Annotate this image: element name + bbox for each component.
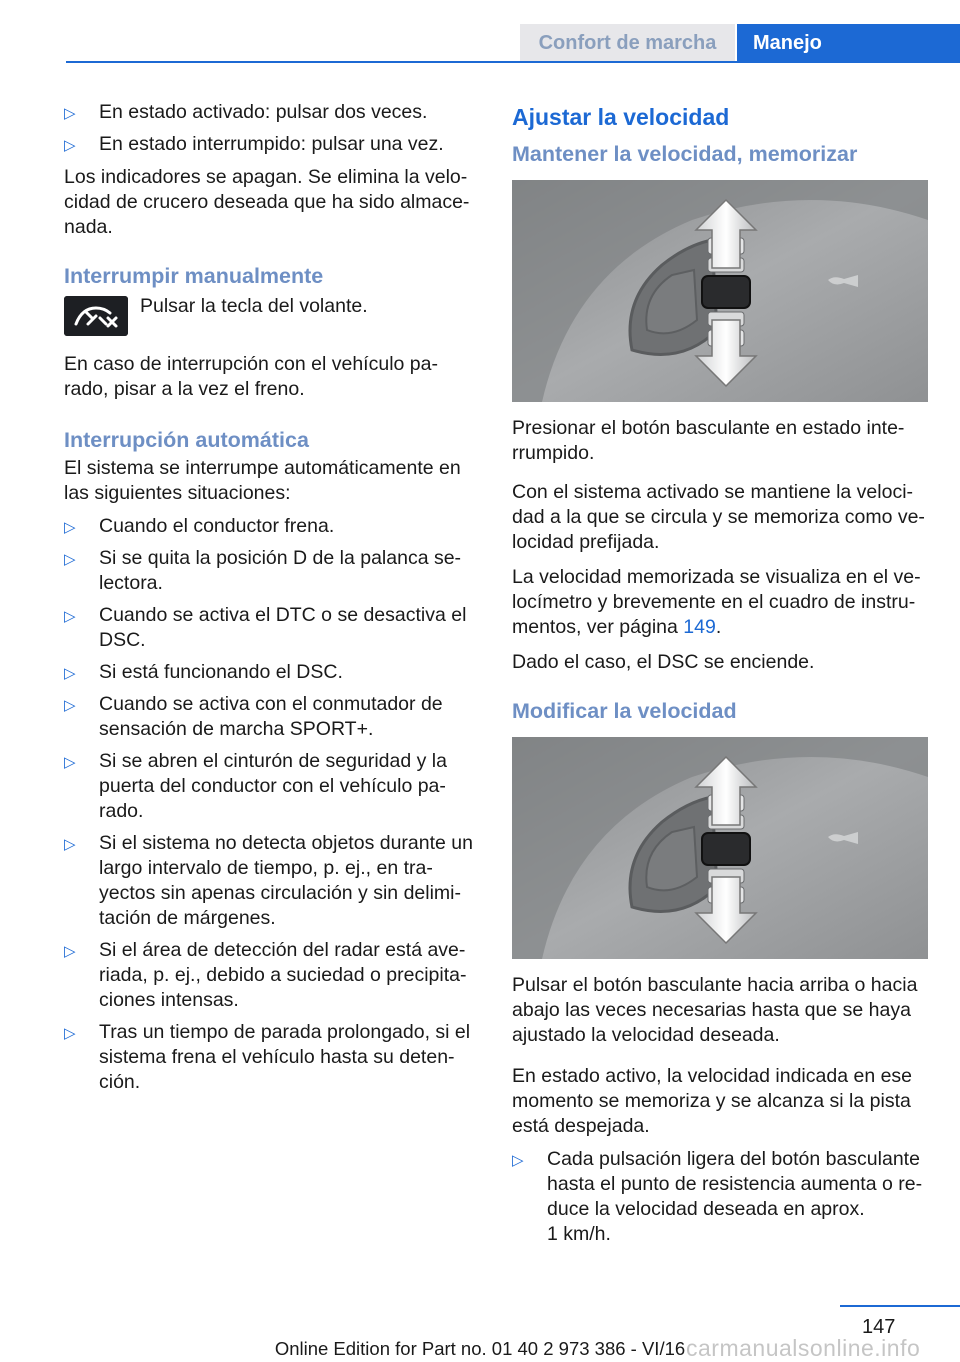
bullet-list-top — [64, 100, 476, 157]
heading-adjust-speed: Ajustar la velocidad — [512, 104, 730, 130]
bullet-list-tap — [512, 1147, 928, 1247]
watermark: carmanualsonline.info — [686, 1335, 921, 1361]
triangle-bullet-icon: ▷ — [64, 1025, 76, 1042]
edition-footer: Online Edition for Part no. 01 40 2 973 386 - VI/16 — [274, 1338, 686, 1359]
steering-wheel-rocker-photo-2 — [512, 737, 928, 959]
triangle-bullet-icon: ▷ — [64, 665, 76, 682]
chapter-tab[interactable]: Manejo — [737, 24, 960, 62]
header-rule — [66, 61, 960, 63]
paragraph-stopped: En caso de interrupción con el vehículo pa‐ rado, pisar a la vez el freno. — [64, 353, 438, 400]
triangle-bullet-icon: ▷ — [64, 105, 76, 122]
list-item: ▷ Cuando se activa con el conmutador de sensación de marcha SPORT+. — [64, 693, 443, 740]
manual-key-row — [64, 294, 476, 338]
triangle-bullet-icon: ▷ — [64, 754, 76, 771]
triangle-bullet-icon: ▷ — [64, 519, 76, 536]
heading-modify-speed: Modificar la velocidad — [512, 699, 737, 723]
list-item: ▷ En estado interrumpido: pulsar una vez. — [64, 132, 476, 157]
heading-auto-interrupt: Interrupción automática — [64, 428, 309, 452]
paragraph-active: Con el sistema activado se mantiene la veloci‐ dad a la que se circula y se memoriza como ve‐ locidad prefijada. — [512, 481, 925, 553]
footer-rule — [840, 1305, 960, 1307]
page-header — [0, 24, 960, 62]
page-reference-link[interactable]: 149 — [683, 616, 716, 638]
triangle-bullet-icon: ▷ — [64, 697, 76, 714]
list-item: ▷ En estado activado: pulsar dos veces. — [64, 100, 476, 125]
list-item: ▷ Cuando se activa el DTC o se desactiva el DSC. — [64, 604, 467, 651]
heading-manual-interrupt: Interrumpir manualmente — [64, 264, 324, 288]
list-item: ▷ Si el área de detección del radar está ave‐ riada, p. ej., debido a suciedad o precipita‐ ciones intensas. — [64, 939, 467, 1011]
heading-keep-speed: Mantener la velocidad, memorizar — [512, 142, 858, 166]
list-item: ▷ Cuando el conductor frena. — [64, 514, 476, 539]
manual-key-text: Pulsar la tecla del volante. — [140, 295, 368, 317]
triangle-bullet-icon: ▷ — [64, 551, 76, 568]
paragraph-auto: El sistema se interrumpe automáticamente en las siguientes situaciones: — [64, 457, 461, 504]
paragraph-dsc: Dado el caso, el DSC se enciende. — [512, 651, 815, 673]
list-item: ▷ Si se abren el cinturón de seguridad y la puerta del conductor con el vehículo pa‐ rado. — [64, 750, 447, 822]
triangle-bullet-icon: ▷ — [512, 1152, 524, 1169]
triangle-bullet-icon: ▷ — [64, 137, 76, 154]
paragraph-memorize: En estado activo, la velocidad indicada en ese momento se memoriza y se alcanza si la pista está despejada. — [512, 1065, 913, 1137]
list-item: ▷ Si se quita la posición D de la palanca se‐ lectora. — [64, 547, 462, 594]
paragraph-press: Presionar el botón basculante en estado inte‐ rrumpido. — [512, 417, 905, 464]
paragraph-indicators: Los indicadores se apagan. Se elimina la velo‐ cidad de crucero deseada que ha sido almace‐ nada. — [64, 166, 470, 238]
bullet-list-auto — [64, 514, 476, 1095]
list-item: ▷ Tras un tiempo de parada prolongado, si el sistema frena el vehículo hasta su deten‐ ción. — [64, 1021, 471, 1093]
list-item: ▷ Si el sistema no detecta objetos durante un largo intervalo de tiempo, p. ej., en tra‐ yectos sin apenas circulación y sin delimi‐ tación de márgenes. — [64, 832, 473, 929]
right-column — [512, 100, 928, 1255]
page-number: 147 — [862, 1316, 896, 1338]
paragraph-shown: La velocidad memorizada se visualiza en el ve‐ locímetro y brevemente en el cuadro de instru‐ mentos, ver página 149. — [512, 566, 921, 638]
section-tab[interactable]: Confort de marcha — [520, 24, 735, 62]
triangle-bullet-icon: ▷ — [64, 836, 76, 853]
triangle-bullet-icon: ▷ — [64, 943, 76, 960]
cruise-control-key-icon — [64, 296, 128, 336]
list-item: ▷ Si está funcionando el DSC. — [64, 660, 476, 685]
steering-wheel-rocker-photo-1 — [512, 180, 928, 402]
list-item: ▷ Cada pulsación ligera del botón basculante hasta el punto de resistencia aumenta o re‐ duce la velocidad deseada en aprox. 1 km/h. — [512, 1148, 923, 1245]
triangle-bullet-icon: ▷ — [64, 608, 76, 625]
left-column — [64, 100, 476, 1103]
paragraph-rocker: Pulsar el botón basculante hacia arriba o hacia abajo las veces necesarias hasta que se haya ajustado la velocidad deseada. — [512, 974, 918, 1046]
